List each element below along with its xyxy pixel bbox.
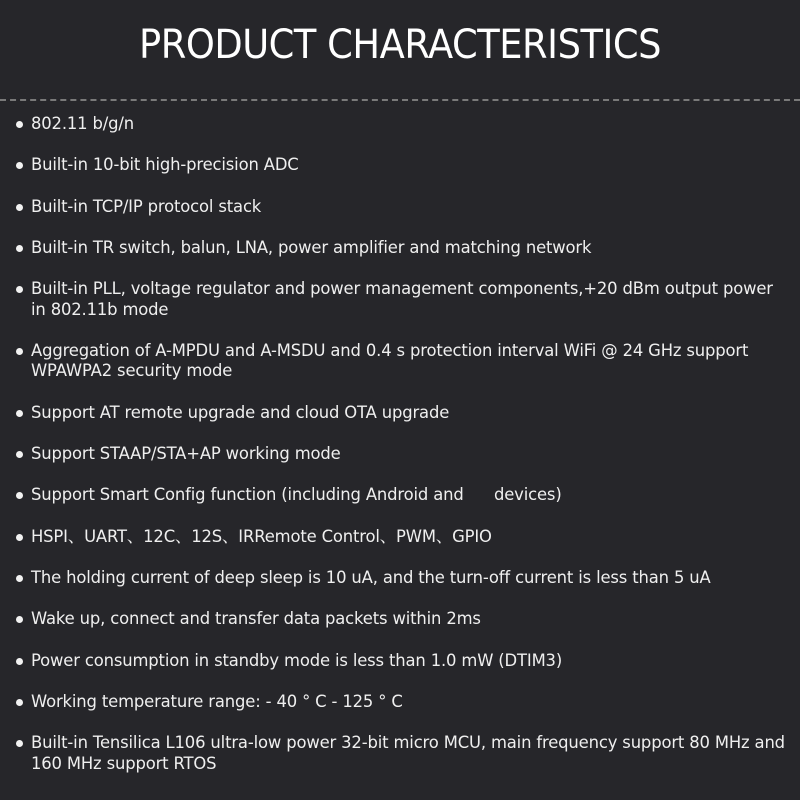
bullet-icon: [16, 204, 23, 211]
list-item: [14, 609, 792, 630]
bullet-icon: [16, 286, 23, 293]
feature-text: Support Smart Config function (including Android and devices): [31, 485, 562, 505]
feature-text: Built-in PLL, voltage regulator and power management components,+20 dBm output power in 802.11b mode: [31, 279, 773, 319]
feature-text: The holding current of deep sleep is 10 uA, and the turn-off current is less than 5 uA: [31, 567, 711, 587]
feature-text: Power consumption in standby mode is less than 1.0 mW (DTIM3): [31, 650, 563, 670]
page-title: PRODUCT CHARACTERISTICS: [138, 22, 662, 68]
feature-text: 802.11 b/g/n: [31, 114, 135, 133]
feature-text: Support AT remote upgrade and cloud OTA upgrade: [31, 402, 450, 422]
list-item: [14, 114, 792, 135]
feature-text: HSPI、UART、12C、12S、IRRemote Control、PWM、GPIO: [31, 526, 492, 546]
list-item: [14, 692, 792, 713]
bullet-icon: [16, 410, 23, 417]
bullet-icon: [16, 575, 23, 582]
bullet-icon: [16, 699, 23, 706]
list-item: [14, 155, 792, 176]
feature-text: Support STAAP/STA+AP working mode: [31, 444, 341, 464]
feature-text: Built-in Tensilica L106 ultra-low power 32-bit micro MCU, main frequency support 80 MHz and 160 MHz support RTOS: [31, 733, 785, 773]
bullet-icon: [16, 534, 23, 541]
feature-list: [14, 114, 792, 795]
bullet-icon: [16, 740, 23, 747]
feature-text: Built-in TCP/IP protocol stack: [31, 196, 262, 216]
feature-text: Working temperature range: - 40 ° C - 125 ° C: [31, 691, 403, 711]
bullet-icon: [16, 451, 23, 458]
list-item: [14, 527, 792, 548]
list-item: [14, 651, 792, 672]
bullet-icon: [16, 121, 23, 128]
list-item: [14, 341, 792, 382]
feature-text: Built-in 10-bit high-precision ADC: [31, 155, 299, 175]
list-item: [14, 403, 792, 424]
list-item: [14, 733, 792, 774]
bullet-icon: [16, 658, 23, 665]
feature-text: Aggregation of A-MPDU and A-MSDU and 0.4 s protection interval WiFi @ 24 GHz support WPAWPA2 security mode: [31, 340, 749, 381]
dashed-divider: [0, 99, 800, 101]
list-item: [14, 238, 792, 259]
bullet-icon: [16, 245, 23, 252]
header: [0, 0, 800, 100]
list-item: [14, 568, 792, 589]
bullet-icon: [16, 492, 23, 499]
bullet-icon: [16, 162, 23, 169]
list-item: [14, 444, 792, 465]
bullet-icon: [16, 348, 23, 355]
feature-text: Built-in TR switch, balun, LNA, power amplifier and matching network: [31, 237, 592, 257]
list-item: [14, 279, 792, 320]
feature-text: Wake up, connect and transfer data packets within 2ms: [31, 609, 481, 629]
list-item: [14, 197, 792, 218]
bullet-icon: [16, 616, 23, 623]
list-item: [14, 485, 792, 506]
